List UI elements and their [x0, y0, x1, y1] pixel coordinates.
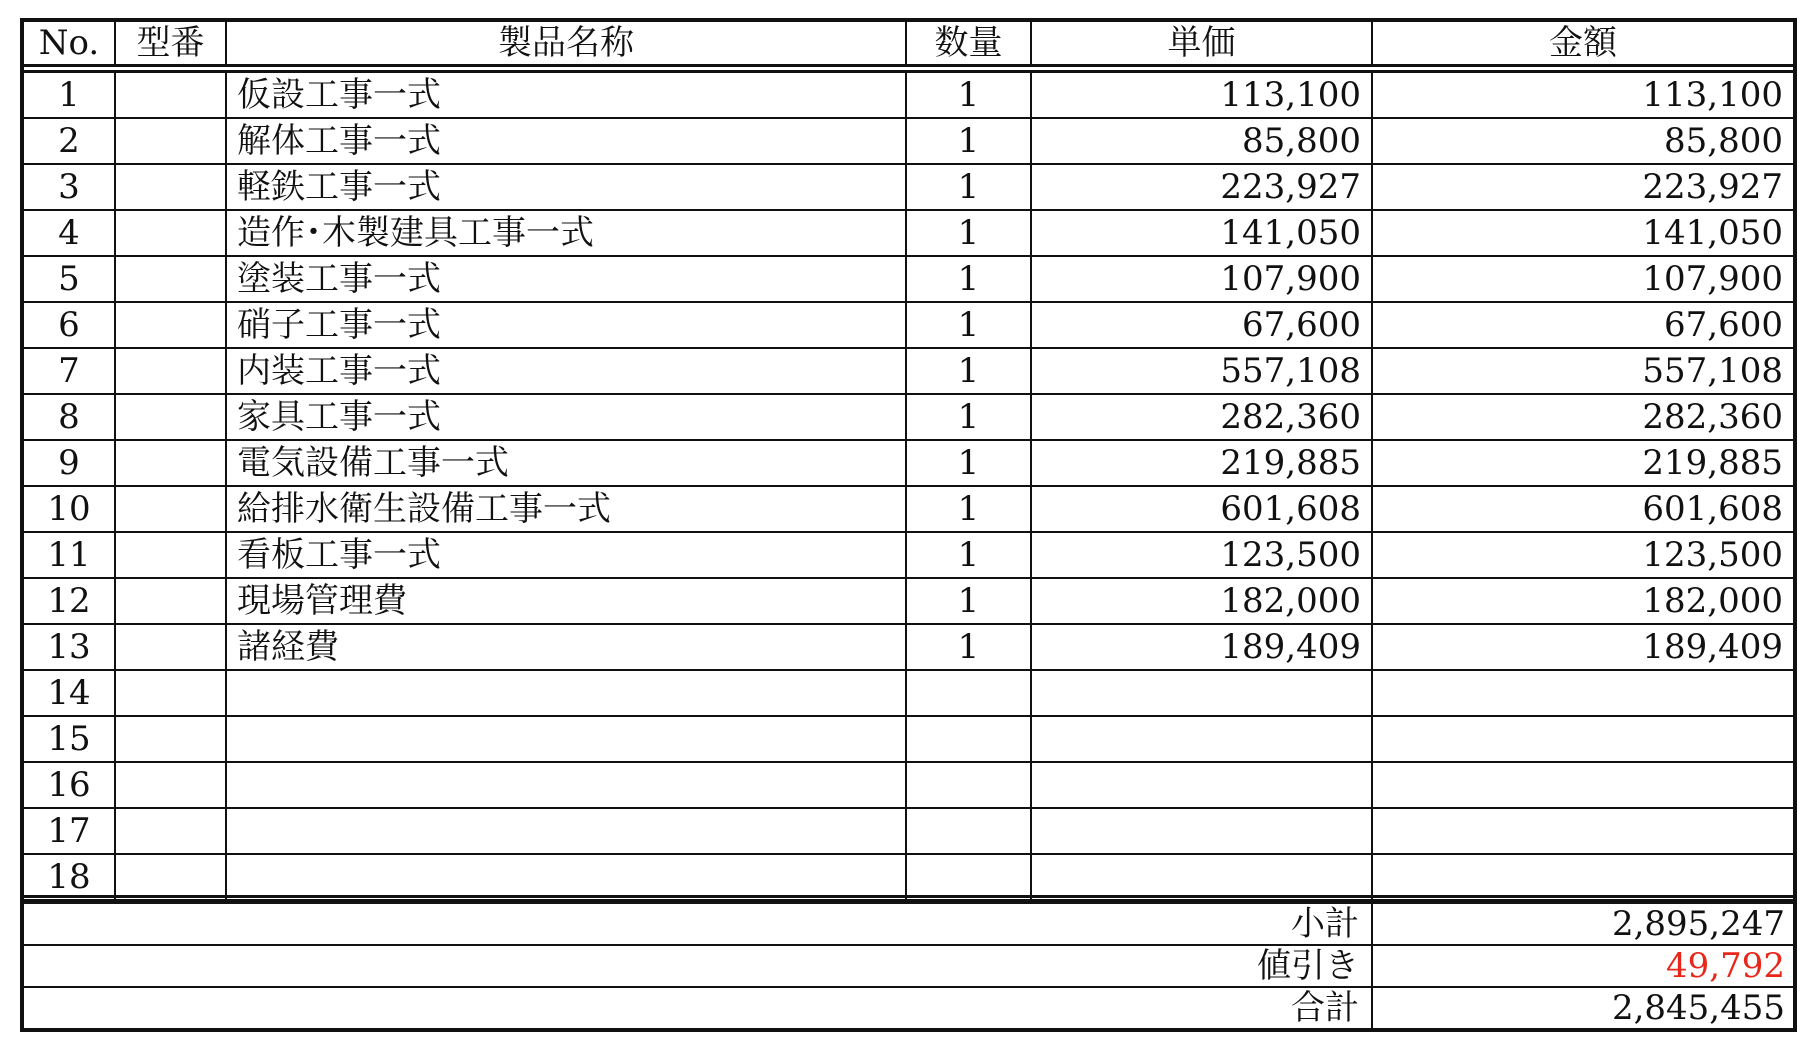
cell-model — [115, 808, 226, 854]
cell-no: 5 — [24, 256, 115, 302]
cell-no: 8 — [24, 394, 115, 440]
table-row — [24, 118, 1793, 164]
table-row — [24, 486, 1793, 532]
cell-unit-price: 282,360 — [1031, 394, 1372, 440]
cell-unit-price — [1031, 762, 1372, 808]
cell-unit-price: 219,885 — [1031, 440, 1372, 486]
cell-qty — [906, 808, 1031, 854]
cell-name — [226, 716, 906, 762]
cell-qty: 1 — [906, 164, 1031, 210]
cell-name — [226, 854, 906, 900]
header-model: 型番 — [115, 22, 226, 69]
cell-amount: 113,100 — [1372, 69, 1793, 119]
cell-model — [115, 302, 226, 348]
cell-no: 7 — [24, 348, 115, 394]
cell-name: 仮設工事一式 — [226, 69, 906, 119]
table-row — [24, 854, 1793, 900]
items-table — [24, 22, 1793, 901]
total-label: 合計 — [24, 987, 1372, 1028]
cell-name — [226, 762, 906, 808]
header-amount: 金額 — [1372, 22, 1793, 69]
table-row — [24, 532, 1793, 578]
discount-value: 49,792 — [1372, 945, 1793, 987]
cell-model — [115, 854, 226, 900]
cell-qty: 1 — [906, 302, 1031, 348]
cell-name: 造作･木製建具工事一式 — [226, 210, 906, 256]
cell-unit-price: 557,108 — [1031, 348, 1372, 394]
item-rows — [24, 69, 1793, 901]
discount-row — [24, 945, 1793, 987]
cell-no: 4 — [24, 210, 115, 256]
cell-name: 軽鉄工事一式 — [226, 164, 906, 210]
header-row — [24, 22, 1793, 69]
cell-unit-price: 182,000 — [1031, 578, 1372, 624]
table-row — [24, 578, 1793, 624]
cell-qty — [906, 854, 1031, 900]
cell-qty: 1 — [906, 118, 1031, 164]
cell-unit-price: 113,100 — [1031, 69, 1372, 119]
cell-qty: 1 — [906, 440, 1031, 486]
cell-model — [115, 164, 226, 210]
cell-unit-price: 601,608 — [1031, 486, 1372, 532]
header-no: No. — [24, 22, 115, 69]
cell-no: 17 — [24, 808, 115, 854]
cell-no: 16 — [24, 762, 115, 808]
cell-qty — [906, 762, 1031, 808]
table-row — [24, 624, 1793, 670]
cell-name: 電気設備工事一式 — [226, 440, 906, 486]
total-value: 2,845,455 — [1372, 987, 1793, 1028]
cell-amount: 182,000 — [1372, 578, 1793, 624]
cell-unit-price: 107,900 — [1031, 256, 1372, 302]
cell-name — [226, 808, 906, 854]
cell-model — [115, 118, 226, 164]
cell-amount: 141,050 — [1372, 210, 1793, 256]
totals-table — [24, 895, 1793, 1028]
cell-name: 内装工事一式 — [226, 348, 906, 394]
discount-label: 値引き — [24, 945, 1372, 987]
cell-amount: 67,600 — [1372, 302, 1793, 348]
cell-qty: 1 — [906, 348, 1031, 394]
cell-name: 家具工事一式 — [226, 394, 906, 440]
cell-qty — [906, 670, 1031, 716]
cell-qty: 1 — [906, 532, 1031, 578]
cell-model — [115, 256, 226, 302]
cell-no: 11 — [24, 532, 115, 578]
cell-no: 1 — [24, 69, 115, 119]
cell-unit-price: 123,500 — [1031, 532, 1372, 578]
cell-model — [115, 440, 226, 486]
cell-name: 硝子工事一式 — [226, 302, 906, 348]
cell-unit-price — [1031, 808, 1372, 854]
cell-no: 12 — [24, 578, 115, 624]
cell-no: 6 — [24, 302, 115, 348]
cell-amount: 282,360 — [1372, 394, 1793, 440]
cell-model — [115, 716, 226, 762]
cell-name: 看板工事一式 — [226, 532, 906, 578]
estimate-sheet — [20, 18, 1797, 1032]
cell-model — [115, 578, 226, 624]
cell-no: 3 — [24, 164, 115, 210]
header-name: 製品名称 — [226, 22, 906, 69]
cell-amount — [1372, 854, 1793, 900]
cell-no: 18 — [24, 854, 115, 900]
cell-amount: 223,927 — [1372, 164, 1793, 210]
cell-amount — [1372, 762, 1793, 808]
cell-amount — [1372, 716, 1793, 762]
cell-model — [115, 762, 226, 808]
table-row — [24, 210, 1793, 256]
cell-qty: 1 — [906, 210, 1031, 256]
header-qty: 数量 — [906, 22, 1031, 69]
subtotal-value: 2,895,247 — [1372, 900, 1793, 946]
cell-unit-price: 67,600 — [1031, 302, 1372, 348]
total-row — [24, 987, 1793, 1028]
cell-amount: 557,108 — [1372, 348, 1793, 394]
cell-no: 2 — [24, 118, 115, 164]
cell-amount — [1372, 670, 1793, 716]
cell-name: 解体工事一式 — [226, 118, 906, 164]
cell-model — [115, 394, 226, 440]
cell-no: 9 — [24, 440, 115, 486]
cell-name: 給排水衛生設備工事一式 — [226, 486, 906, 532]
table-row — [24, 348, 1793, 394]
cell-name: 現場管理費 — [226, 578, 906, 624]
table-row — [24, 808, 1793, 854]
table-row — [24, 394, 1793, 440]
cell-no: 13 — [24, 624, 115, 670]
cell-amount: 85,800 — [1372, 118, 1793, 164]
table-row — [24, 716, 1793, 762]
cell-model — [115, 532, 226, 578]
subtotal-row — [24, 900, 1793, 946]
cell-qty: 1 — [906, 394, 1031, 440]
cell-model — [115, 486, 226, 532]
header-unit-price: 単価 — [1031, 22, 1372, 69]
cell-model — [115, 210, 226, 256]
cell-unit-price — [1031, 854, 1372, 900]
subtotal-label: 小計 — [24, 900, 1372, 946]
cell-model — [115, 348, 226, 394]
cell-unit-price: 223,927 — [1031, 164, 1372, 210]
cell-qty: 1 — [906, 69, 1031, 119]
cell-amount: 219,885 — [1372, 440, 1793, 486]
cell-unit-price: 189,409 — [1031, 624, 1372, 670]
cell-model — [115, 69, 226, 119]
cell-qty: 1 — [906, 578, 1031, 624]
cell-model — [115, 670, 226, 716]
cell-no: 15 — [24, 716, 115, 762]
table-row — [24, 164, 1793, 210]
cell-amount: 601,608 — [1372, 486, 1793, 532]
table-row — [24, 670, 1793, 716]
cell-amount — [1372, 808, 1793, 854]
cell-amount: 189,409 — [1372, 624, 1793, 670]
cell-qty: 1 — [906, 256, 1031, 302]
table-row — [24, 256, 1793, 302]
cell-qty: 1 — [906, 624, 1031, 670]
cell-unit-price: 85,800 — [1031, 118, 1372, 164]
cell-unit-price — [1031, 670, 1372, 716]
cell-model — [115, 624, 226, 670]
cell-qty — [906, 716, 1031, 762]
cell-name: 諸経費 — [226, 624, 906, 670]
table-row — [24, 69, 1793, 119]
cell-no: 14 — [24, 670, 115, 716]
table-row — [24, 302, 1793, 348]
cell-amount: 123,500 — [1372, 532, 1793, 578]
cell-unit-price — [1031, 716, 1372, 762]
cell-name — [226, 670, 906, 716]
cell-unit-price: 141,050 — [1031, 210, 1372, 256]
table-row — [24, 440, 1793, 486]
cell-qty: 1 — [906, 486, 1031, 532]
table-row — [24, 762, 1793, 808]
cell-no: 10 — [24, 486, 115, 532]
cell-name: 塗装工事一式 — [226, 256, 906, 302]
cell-amount: 107,900 — [1372, 256, 1793, 302]
